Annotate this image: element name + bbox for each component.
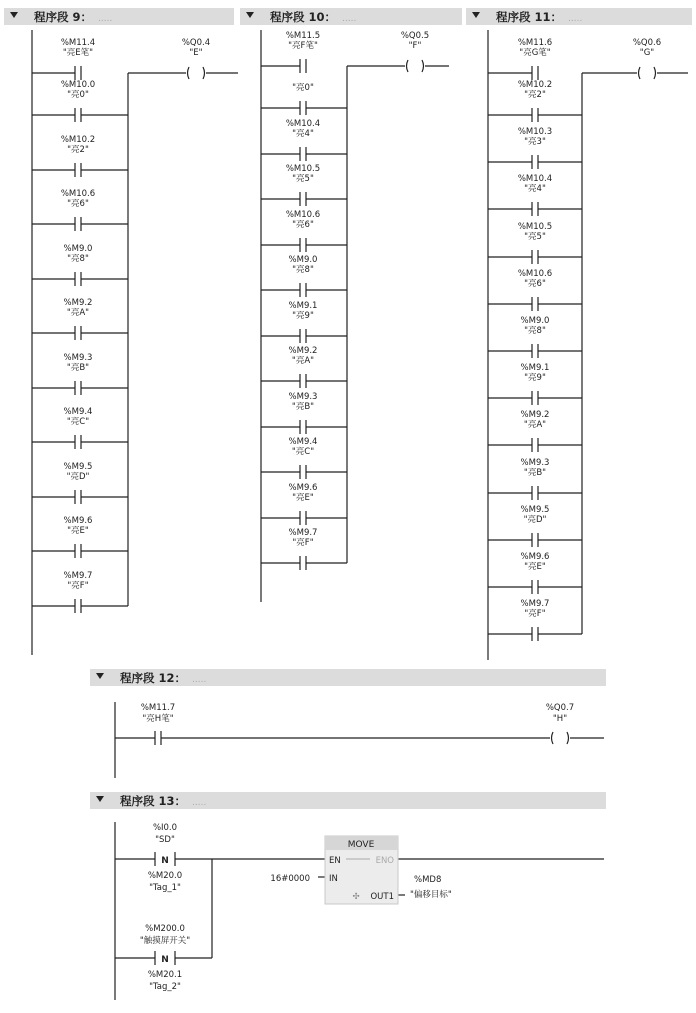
contact-address: %M9.6 bbox=[63, 516, 93, 526]
net13-c2-address: %M200.0 bbox=[145, 924, 185, 934]
contact-name: "亮B" bbox=[291, 402, 315, 412]
contact[interactable] bbox=[64, 244, 93, 264]
net12-coil-name: "H" bbox=[552, 714, 568, 724]
contact[interactable] bbox=[286, 164, 320, 184]
contact-name: "亮6" bbox=[524, 279, 546, 289]
net13-c1-mem-address: %M20.0 bbox=[147, 871, 183, 881]
net13-c1-address: %I0.0 bbox=[152, 823, 178, 833]
contact-name: "亮2" bbox=[67, 145, 89, 155]
contact-name: "亮E" bbox=[67, 526, 89, 536]
network-9-coil[interactable] bbox=[182, 38, 210, 58]
contact[interactable] bbox=[286, 210, 320, 230]
move-in-pin: IN bbox=[329, 874, 338, 884]
move-in-value[interactable]: 16#0000 bbox=[270, 874, 310, 884]
contact[interactable] bbox=[518, 269, 552, 289]
contact[interactable] bbox=[289, 301, 318, 321]
contact-address: %M9.4 bbox=[63, 407, 93, 417]
coil-address: %Q0.5 bbox=[400, 31, 430, 41]
contact-address: %M9.4 bbox=[288, 437, 318, 447]
net12-coil-address: %Q0.7 bbox=[545, 703, 575, 713]
contact-name: "亮8" bbox=[524, 326, 546, 336]
contact-name: "亮5" bbox=[292, 174, 314, 184]
contact-name: "亮6" bbox=[67, 199, 89, 209]
contact-address: %M9.7 bbox=[288, 528, 318, 538]
contact-address: %M10.2 bbox=[60, 135, 96, 145]
contact[interactable] bbox=[521, 599, 550, 619]
coil-address: %Q0.6 bbox=[632, 38, 662, 48]
contact-name: "亮E笔" bbox=[62, 48, 94, 58]
contact-name: "亮D" bbox=[523, 515, 547, 525]
contact-address: %M9.5 bbox=[63, 462, 93, 472]
contact-name: "亮C" bbox=[66, 417, 90, 427]
contact-name: "亮0" bbox=[67, 90, 89, 100]
contact-address: %M10.3 bbox=[517, 127, 553, 137]
contact-name: "亮4" bbox=[524, 184, 546, 194]
contact-address: %M11.5 bbox=[285, 31, 321, 41]
contact[interactable] bbox=[61, 80, 95, 100]
contact-name: "亮5" bbox=[524, 232, 546, 242]
contact[interactable] bbox=[518, 38, 552, 58]
contact[interactable] bbox=[289, 392, 318, 412]
contact-address: %M10.4 bbox=[517, 174, 553, 184]
net13-c2-mem-address: %M20.1 bbox=[147, 970, 183, 980]
contact-address: %M9.6 bbox=[288, 483, 318, 493]
contact-address: %M9.3 bbox=[63, 353, 93, 363]
net12-contact-address: %M11.7 bbox=[140, 703, 176, 713]
move-block-title: MOVE bbox=[347, 840, 375, 850]
net13-c2-name: "触摸屏开关" bbox=[139, 936, 191, 946]
network-9-title: 程序段 9： ..... bbox=[34, 10, 113, 24]
contact-address: %M10.2 bbox=[517, 80, 553, 90]
coil-name: "F" bbox=[408, 41, 422, 51]
contact[interactable] bbox=[289, 346, 318, 366]
contact-name: "亮F" bbox=[292, 538, 314, 548]
network-12-contact[interactable] bbox=[141, 703, 175, 724]
contact-name: "亮3" bbox=[524, 137, 546, 147]
contact-address: %M9.1 bbox=[520, 363, 550, 373]
contact-name: "亮A" bbox=[523, 420, 547, 430]
contact[interactable] bbox=[289, 437, 318, 457]
contact-name: "亮D" bbox=[66, 472, 90, 482]
contact[interactable] bbox=[61, 38, 95, 58]
network-12-rung bbox=[115, 702, 604, 778]
contact-address: %M9.0 bbox=[288, 255, 318, 265]
net12-contact-name: "亮H笔" bbox=[142, 714, 174, 724]
network-11-coil[interactable] bbox=[633, 38, 661, 58]
contact[interactable] bbox=[521, 410, 550, 430]
contact-name: "亮9" bbox=[292, 311, 314, 321]
net13-c1-name: "SD" bbox=[155, 835, 175, 845]
contact[interactable] bbox=[518, 127, 552, 147]
contact-name: "亮8" bbox=[67, 254, 89, 264]
contact-address: %M11.6 bbox=[517, 38, 553, 48]
contact-name: "亮G笔" bbox=[519, 48, 551, 58]
contact[interactable] bbox=[518, 174, 552, 194]
contact-address: %M11.4 bbox=[60, 38, 96, 48]
contact-address: %M10.6 bbox=[517, 269, 553, 279]
contact-address: %M10.5 bbox=[285, 164, 321, 174]
contact-name: "亮B" bbox=[523, 468, 547, 478]
net13-c2-mem-name: "Tag_2" bbox=[149, 982, 181, 992]
contact-address: %M10.0 bbox=[60, 80, 96, 90]
contact-address: %M10.5 bbox=[517, 222, 553, 232]
contact-address: %M10.4 bbox=[285, 119, 321, 129]
network-10-rung bbox=[261, 30, 449, 602]
contact-name: "亮8" bbox=[292, 265, 314, 275]
network-12-coil[interactable] bbox=[546, 703, 574, 724]
move-eno-pin: ENO bbox=[375, 856, 394, 866]
contact-address: %M9.7 bbox=[520, 599, 550, 609]
contact[interactable] bbox=[289, 255, 318, 275]
contact-name: "亮6" bbox=[292, 220, 314, 230]
network-11-title: 程序段 11： ..... bbox=[496, 10, 583, 24]
move-add-output-icon: ✣ bbox=[352, 892, 360, 902]
negative-edge-icon: N bbox=[161, 955, 169, 965]
contact[interactable] bbox=[286, 119, 320, 139]
contact-address: %M9.2 bbox=[520, 410, 550, 420]
move-out-name[interactable]: "偏移目标" bbox=[410, 890, 452, 900]
move-en-pin: EN bbox=[329, 856, 341, 866]
contact-address: %M9.7 bbox=[63, 571, 93, 581]
contact-name: "亮A" bbox=[66, 308, 90, 318]
contact-address: %M9.0 bbox=[63, 244, 93, 254]
contact[interactable] bbox=[521, 458, 550, 478]
network-12-title: 程序段 12： ..... bbox=[120, 671, 207, 685]
move-out-pin: OUT1 bbox=[370, 892, 394, 902]
contact[interactable] bbox=[61, 189, 95, 209]
network-10-title: 程序段 10： ..... bbox=[270, 10, 357, 24]
contact-name: "亮C" bbox=[291, 447, 315, 457]
contact[interactable] bbox=[289, 483, 318, 503]
net13-c1-mem-name: "Tag_1" bbox=[149, 883, 181, 893]
contact[interactable] bbox=[289, 528, 318, 548]
network-13-title: 程序段 13： ..... bbox=[120, 794, 207, 808]
contact[interactable] bbox=[64, 353, 93, 373]
contact-address: %M9.3 bbox=[288, 392, 318, 402]
network-9-rung bbox=[32, 30, 238, 655]
contact[interactable] bbox=[521, 505, 550, 525]
net13-contact-1[interactable] bbox=[148, 823, 182, 893]
network-11-rung bbox=[488, 30, 688, 660]
contact-address: %M10.6 bbox=[285, 210, 321, 220]
contact-address: %M9.1 bbox=[288, 301, 318, 311]
contact-address: %M9.3 bbox=[520, 458, 550, 468]
contact[interactable] bbox=[521, 316, 550, 336]
contact[interactable] bbox=[64, 298, 93, 318]
contact-name: "亮B" bbox=[66, 363, 90, 373]
contact[interactable] bbox=[521, 363, 550, 383]
contact[interactable] bbox=[64, 571, 93, 591]
contact-address: %M9.6 bbox=[520, 552, 550, 562]
contact-address: %M10.6 bbox=[60, 189, 96, 199]
contact[interactable] bbox=[521, 552, 550, 572]
contact-name: "亮9" bbox=[524, 373, 546, 383]
contact[interactable] bbox=[64, 462, 93, 482]
contact[interactable] bbox=[518, 80, 552, 100]
contact[interactable] bbox=[518, 222, 552, 242]
contact-name: "亮A" bbox=[291, 356, 315, 366]
contact[interactable] bbox=[286, 31, 320, 51]
negative-edge-icon: N bbox=[161, 856, 169, 866]
contact-name: "亮4" bbox=[292, 129, 314, 139]
coil-name: "E" bbox=[189, 48, 203, 58]
move-out-address[interactable]: %MD8 bbox=[414, 875, 442, 885]
network-10-coil[interactable] bbox=[401, 31, 429, 51]
coil-name: "G" bbox=[639, 48, 655, 58]
contact-name: "亮F" bbox=[67, 581, 89, 591]
contact-address: %M9.2 bbox=[63, 298, 93, 308]
move-block[interactable] bbox=[325, 836, 398, 904]
contact[interactable] bbox=[64, 516, 93, 536]
contact[interactable] bbox=[292, 83, 314, 93]
contact[interactable] bbox=[64, 407, 93, 427]
contact-address: %M9.5 bbox=[520, 505, 550, 515]
contact-name: "亮F笔" bbox=[288, 41, 318, 51]
contact-name: "亮F" bbox=[524, 609, 546, 619]
contact-address: %M9.2 bbox=[288, 346, 318, 356]
contact-address: %M9.0 bbox=[520, 316, 550, 326]
contact[interactable] bbox=[61, 135, 95, 155]
contact-name: "亮E" bbox=[292, 493, 314, 503]
coil-address: %Q0.4 bbox=[181, 38, 211, 48]
contact-name: "亮2" bbox=[524, 90, 546, 100]
contact-name: "亮0" bbox=[292, 83, 314, 93]
contact-name: "亮E" bbox=[524, 562, 546, 572]
